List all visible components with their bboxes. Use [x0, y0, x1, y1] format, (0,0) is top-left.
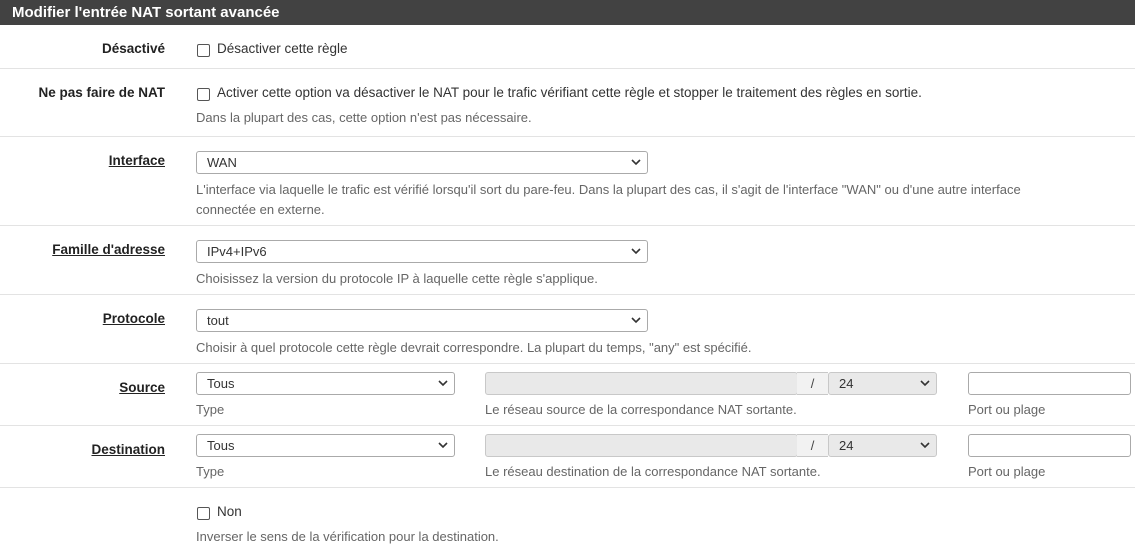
row-nonat — [0, 69, 1135, 137]
destination-network-input[interactable] — [485, 434, 798, 457]
source-port-help: Port ou plage — [968, 402, 1046, 417]
disabled-label: Désactivé — [101, 41, 165, 56]
address-family-select[interactable] — [196, 240, 648, 263]
address-family-select-value: IPv4+IPv6 — [207, 244, 267, 259]
destination-port-input[interactable] — [968, 434, 1131, 457]
source-label: Source — [119, 380, 165, 395]
address-family-help: Choisissez la version du protocole IP à laquelle cette règle s'applique. — [196, 271, 598, 286]
row-disabled — [0, 25, 1135, 69]
interface-select[interactable] — [196, 151, 648, 174]
chevron-down-icon — [631, 246, 641, 256]
destination-network-help: Le réseau destination de la correspondance NAT sortante. — [485, 464, 821, 479]
protocol-select-value: tout — [207, 313, 229, 328]
panel-title: Modifier l'entrée NAT sortant avancée — [0, 0, 1135, 25]
interface-label: Interface — [108, 153, 165, 168]
source-type-help: Type — [196, 402, 225, 417]
nonat-checkbox[interactable] — [197, 88, 210, 101]
invert-checkbox-label: Non — [217, 504, 242, 519]
source-mask-select[interactable] — [828, 372, 937, 395]
source-network-input[interactable] — [485, 372, 798, 395]
disabled-checkbox[interactable] — [197, 44, 210, 57]
source-network-help: Le réseau source de la correspondance NAT sortante. — [485, 402, 797, 417]
destination-mask-value: 24 — [839, 438, 854, 453]
destination-port-help: Port ou plage — [968, 464, 1046, 479]
nonat-help: Dans la plupart des cas, cette option n'est pas nécessaire. — [196, 110, 532, 125]
row-interface — [0, 137, 1135, 226]
invert-help: Inverser le sens de la vérification pour la destination. — [196, 529, 499, 544]
protocol-label: Protocole — [102, 311, 165, 326]
row-source — [0, 364, 1135, 426]
chevron-down-icon — [920, 378, 930, 388]
invert-checkbox[interactable] — [197, 507, 210, 520]
row-address-family — [0, 226, 1135, 295]
chevron-down-icon — [438, 440, 448, 450]
source-mask-value: 24 — [839, 376, 854, 391]
protocol-help: Choisir à quel protocole cette règle devrait correspondre. La plupart du temps, "any" est spécifié. — [196, 340, 752, 355]
source-type-value: Tous — [207, 376, 235, 391]
row-invert — [0, 488, 1135, 551]
disabled-checkbox-label: Désactiver cette règle — [217, 41, 348, 56]
nonat-label: Ne pas faire de NAT — [38, 85, 165, 100]
destination-type-value: Tous — [207, 438, 235, 453]
chevron-down-icon — [920, 440, 930, 450]
interface-select-value: WAN — [207, 155, 237, 170]
interface-help-line2: connectée en externe. — [196, 202, 325, 217]
chevron-down-icon — [631, 157, 641, 167]
row-destination — [0, 426, 1135, 488]
row-protocol — [0, 295, 1135, 364]
address-family-label: Famille d'adresse — [52, 242, 165, 257]
nonat-checkbox-label: Activer cette option va désactiver le NAT pour le trafic vérifiant cette règle et stopper le traitement des règles en sortie. — [217, 85, 922, 100]
source-port-input[interactable] — [968, 372, 1131, 395]
chevron-down-icon — [438, 378, 448, 388]
destination-slash: / — [797, 434, 828, 457]
protocol-select[interactable] — [196, 309, 648, 332]
destination-label: Destination — [91, 442, 165, 457]
interface-help-line1: L'interface via laquelle le trafic est vérifié lorsqu'il sort du pare-feu. Dans la plupart des cas, il s'agit de l'interface "WAN" ou d'une autre interface — [196, 182, 1021, 197]
chevron-down-icon — [631, 315, 641, 325]
destination-mask-select[interactable] — [828, 434, 937, 457]
source-slash: / — [797, 372, 828, 395]
destination-type-help: Type — [196, 464, 225, 479]
source-type-select[interactable] — [196, 372, 455, 395]
destination-type-select[interactable] — [196, 434, 455, 457]
